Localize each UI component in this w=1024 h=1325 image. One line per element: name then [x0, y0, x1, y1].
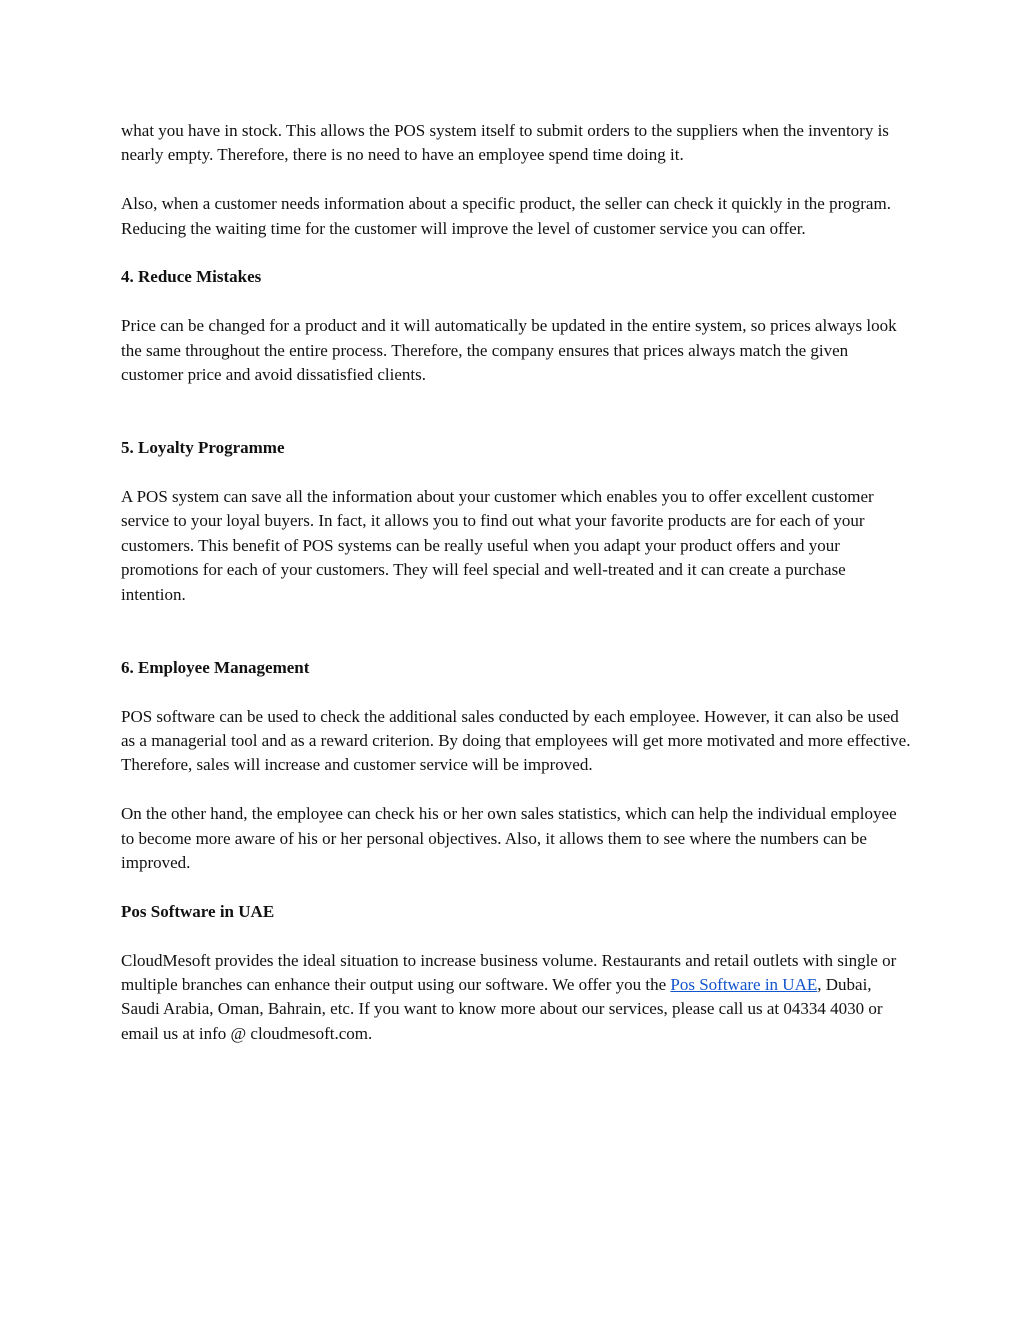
paragraph-cloudmesoft-intro: CloudMesoft provides the ideal situation to increase business volume. Restaurants and retail outlets with single or multiple branches can enhance their output using our software. We offer you the: [121, 950, 897, 995]
paragraph-employee-sales: POS software can be used to check the additional sales conducted by each employee. However, it can also be used as a managerial tool and as a reward criterion. By doing that employees will get more motivated and more effective. Therefore, sales will increase and customer service will be improved.: [121, 706, 911, 775]
paragraph-customer-info: Also, when a customer needs information about a specific product, the seller can check it quickly in the program. Reducing the waiting time for the customer will improve the level of customer service you can offer.: [121, 194, 891, 238]
heading-reduce-mistakes: 4. Reduce Mistakes: [121, 267, 262, 287]
paragraph-cloudmesoft-contact: , Dubai, Saudi Arabia, Oman, Bahrain, etc. If you want to know more about our services, please call us at 04334 4030 or email us at info @ cloudmesoft.com.: [121, 975, 883, 1043]
document-page: [121, 119, 911, 1046]
pos-software-uae-link[interactable]: Pos Software in UAE: [670, 975, 818, 995]
heading-loyalty-programme: 5. Loyalty Programme: [121, 438, 285, 458]
paragraph-cloudmesoft: [121, 949, 911, 1047]
heading-employee-management: 6. Employee Management: [121, 657, 310, 677]
paragraph-loyalty: A POS system can save all the information about your customer which enables you to offer excellent customer service to your loyal buyers. In fact, it allows you to find out what your favorite products are for each of your customers. This benefit of POS systems can be really useful when you adapt your product offers and your promotions for each of your customers. They will feel special and well-treated and it can create a purchase intention.: [121, 487, 874, 604]
paragraph-price-changes: Price can be changed for a product and it will automatically be updated in the entire system, so prices always look the same throughout the entire process. Therefore, the company ensures that prices always match the given customer price and avoid dissatisfied clients.: [121, 316, 897, 385]
heading-pos-software-uae: Pos Software in UAE: [121, 901, 275, 921]
paragraph-employee-stats: On the other hand, the employee can check his or her own sales statistics, which can help the individual employee to become more aware of his or her personal objectives. Also, it allows them to see where the numbers can be improved.: [121, 804, 897, 873]
paragraph-inventory: what you have in stock. This allows the POS system itself to submit orders to the suppliers when the inventory is nearly empty. Therefore, there is no need to have an employee spend time doing it.: [121, 121, 889, 165]
